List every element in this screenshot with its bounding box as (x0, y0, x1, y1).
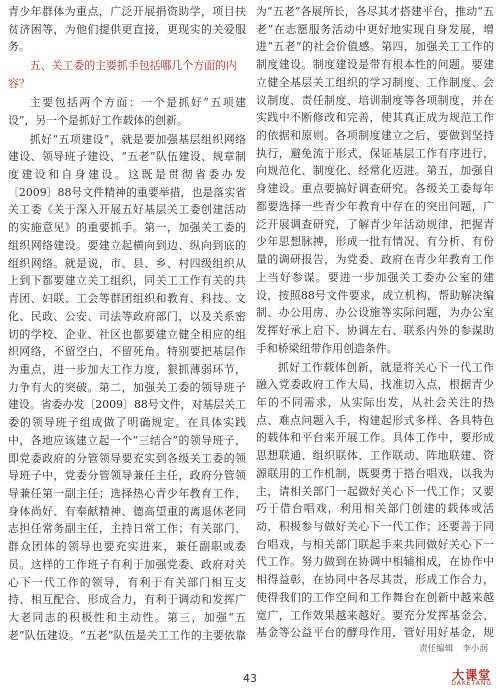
logo-text-en: DAKETANG (451, 680, 492, 687)
magazine-logo (451, 669, 492, 687)
section-heading: 五、关工委的主要抓手包括哪几个方面的内容？ (8, 59, 237, 91)
page-number: 43 (243, 672, 257, 685)
paragraph: 为“五老”各展所长，各尽其才搭建平台，推动“五老”在志愿服务活动中更好地实现自身发展，增进“五老”的社会价值感。第四，加强关工工作的制度建设。制度建设是带有根本性的问题。要建立健全基层关工组织的学习制度、工作制度、会议制度、责任制度、培训制度等各项制度，并在实践中不断修改和完善，使其真正成为规范工作的依据和原则。各项制度建立之后，要做到坚持执行，避免流于形式，保证基层工作有序进行，向规范化、制度化、经常化迈进。第五，加强自身建设。重点要搞好调查研究。各级关工委每年都要选择一些青少年教育中存在的突出问题，广泛开展调查研究，了解青少年活动规律，把握青少年思想脉搏，形成一批有情况、有分析、有份量的调研报告，为党委、政府在青少年教育工作上当好参谋。要进一步加强关工委办公室的建设，按照88号文件要求，成立机构，帮助解决编制、办公用房、办公设施等实际问题，为办公室发挥好承上启下、协调左右、联系内外的参谋助手和桥梁纽带作用创造条件。 (256, 5, 494, 355)
editor-credit (256, 642, 488, 654)
article-column-right (256, 3, 494, 641)
logo-text-cn: 大课堂 (452, 668, 492, 682)
editor-label: 责任编辑 (419, 644, 454, 654)
paragraph: 青少年群体为重点，广泛开展捐资助学，项目扶贫济困等，为他们提供更直接，更现实的关爱服务。 (8, 5, 246, 54)
article-column-left (8, 3, 246, 641)
paragraph: 抓好工作载体创新，就是将关心下一代工作融入党委政府工作大局，找准切入点，根据青少年的不同需求，从实际出发，从社会关注的热点、难点问题入手，构建起形式多样、各具特色的载体和平台来开展工作。具体工作中，要形成思想联通、组织联体、工作联动、阵地联建、资源联用的工作机制，既要勇于搭台唱戏，以我为主，请相关部门一起做好关心下一代工作；又要巧于借台唱戏，利用相关部门创建的载体或活动，积极参与做好关心下一代工作；还要善于同台唱戏，与相关部门联起手来共同做好关心下一代工作。努力做到在协调中相辅相成，在协作中相得益彰，在协同中各尽其责，形成工作合力，使得我们的工作空间和工作舞台在创新中越来越宽广，工作效果越来越好。要充分发挥基金会、基金等公益平台的酵母作用，管好用好基金，规 (256, 360, 494, 640)
paragraph: 抓好“五项建设”，就是要加强基层组织网络建设、领导班子建设、“五老”队伍建设、规章制度建设和自身建设。这既是贯彻省委办发〔2009〕88号文件精神的重要举措，也是落实省关工委《关于深入开展五好基层关工委创建活动的实施意见》的重要抓手。第一，加强关工委的组织网络建设。要建立起横向到边、纵向到底的组织网络。就是说，市、县、乡、村四级组织从上到下都要建立关工组织，同关工工作有关的共青团、妇联、工会等群团组织和教育、科技、文化、民政、公安、司法等政府部门，以及关系密切的学校、企业、社区也都要建立健全相应的组织网络，不留空白，不留死角。特别要把基层作为重点，进一步加大工作力度，狠抓薄弱环节，力争有大的突破。第二，加强关工委的领导班子建设。省委办发〔2009〕88号文件，对基层关工委的领导班子组成做了明确规定。在具体实践中，各地应该建立起一个“三结合”的领导班子，即党委政府的分管领导要充实到各级关工委的领导班子中，党委分管领导兼任主任，政府分管领导兼任第一副主任；选择热心青少年教育工作、身体尚好、有奉献精神、德高望重的离退休老同志担任常务副主任，主持日常工作；有关部门、群众团体的领导也要充实进来，兼任副职或委员。这样的工作班子有利于加强党委、政府对关心下一代工作的领导，有利于有关部门相互支持、相互配合、形成合力，有利于调动和发挥广大老同志的积极性和主动性。第三，加强“五老”队伍建设。“五老”队伍是关工工作的主要依靠 (8, 132, 246, 641)
paragraph: 主要包括两个方面：一个是抓好“五项建设”，另一个是抓好工作载体的创新。 (8, 95, 246, 127)
editor-name: 李小润 (462, 644, 488, 654)
